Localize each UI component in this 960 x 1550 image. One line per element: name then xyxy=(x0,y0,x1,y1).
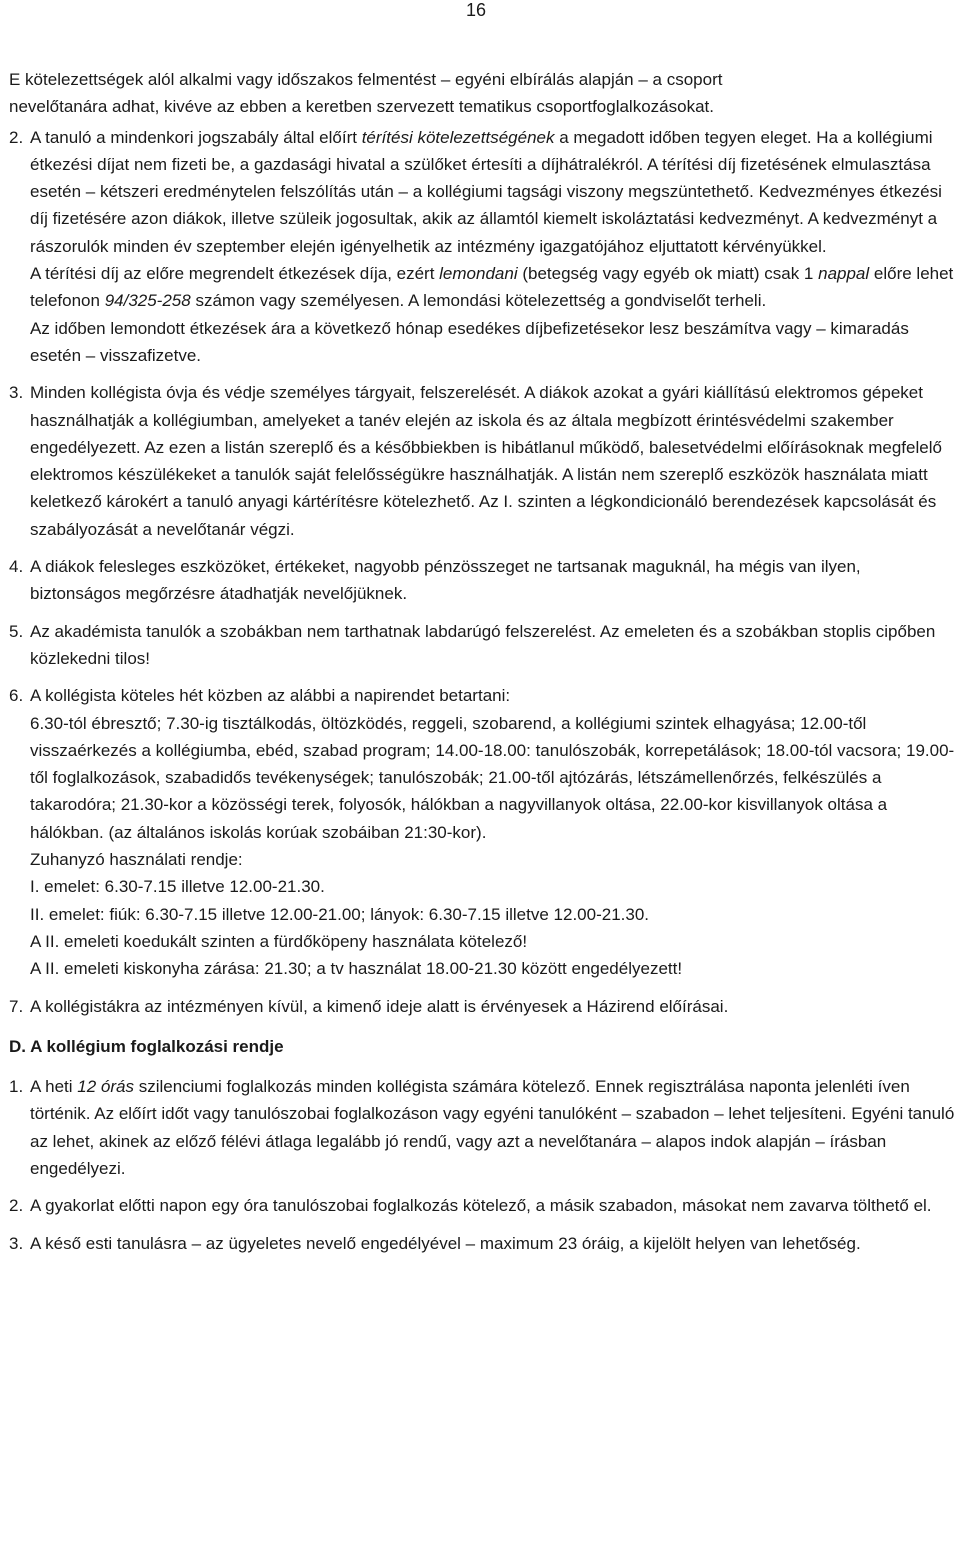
shower-schedule-floor2: II. emelet: fiúk: 6.30-7.15 illetve 12.00-21.00; lányok: 6.30-7.15 illetve 12.00-21.30. xyxy=(30,904,649,924)
item-text: A gyakorlat előtti napon egy óra tanulószobai foglalkozás kötelező, a másik szabadon, másokat nem zavarva tölthető el. xyxy=(30,1196,932,1216)
item-number: 2. xyxy=(9,127,24,147)
item-text: A késő esti tanulásra – az ügyeletes nevelő engedélyével – maximum 23 óráig, a kijelölt helyen van lehetőség. xyxy=(30,1233,861,1253)
daily-schedule: 6.30-tól ébresztő; 7.30-ig tisztálkodás, öltözködés, reggeli, szobarend, a kollégiumi szintek elhagyása; 12.00-től visszaérkezés a kollégiumba, ebéd, szabad program; 14.00-18.00: tanulószobák, korrepetálások; 18.00-tól vacsora; 19.00-től foglalkozások, szabadidős tevékenységek; tanulószobák; 21.00-től ajtózárás, létszámellenőrzés, felkészülés a takarodóra; 21.30-kor a közösségi terek, folyosók, hálókban a nagyvillanyok oltása, 22.00-kor kisvillanyok oltása a hálókban. (az általános iskolás korúak szobáiban 21:30-kor). xyxy=(30,713,955,842)
cancellation-paragraph: A térítési díj az előre megrendelt étkezések díja, ezért lemondani (betegség vagy egyéb ok miatt) csak 1 nappal előre lehet telefonon 94/325-258 számon vagy személyesen. A lemondási kötelezettség a gondviselőt terheli. xyxy=(30,264,954,311)
document-body xyxy=(9,66,955,1257)
shower-schedule-floor1: I. emelet: 6.30-7.15 illetve 12.00-21.30. xyxy=(30,877,325,897)
item-text: A diákok felesleges eszközöket, értékeket, nagyobb pénzösszeget ne tartsanak maguknál, ha mégis van ilyen, biztonságos megőrzésre átadhatják nevelőjüknek. xyxy=(30,557,861,604)
item-number: 2. xyxy=(9,1196,24,1216)
daily-schedule-lead: A kollégista köteles hét közben az alábbi a napirendet betartani: xyxy=(30,686,511,706)
shower-schedule-title: Zuhanyzó használati rendje: xyxy=(30,850,243,870)
item-text: A kollégistákra az intézményen kívül, a kimenő ideje alatt is érvényesek a Házirend előírásai. xyxy=(30,996,729,1016)
list-item-c3 xyxy=(9,379,955,543)
item-text: A heti 12 órás szilenciumi foglalkozás minden kollégista számára kötelező. Ennek regisztrálása naponta jelenléti íven történik. Az előírt időt vagy tanulószobai foglalkozáson vagy egyéni tanulóként – szabadon – lehet teljesíteni. Egyéni tanuló az lehet, akinek az előző félévi átlaga legalább jó rendű, vagy azt a nevelőtanára – alapos indok alapján – írásban engedélyezi. xyxy=(30,1077,955,1178)
list-item-c5 xyxy=(9,618,955,673)
list-item-c2 xyxy=(9,124,955,370)
list-item-d1 xyxy=(9,1073,955,1182)
section-heading: D. A kollégium foglalkozási rendje xyxy=(9,1036,284,1056)
item-number: 4. xyxy=(9,557,24,577)
list-item-d3 xyxy=(9,1230,955,1257)
list-item-d2 xyxy=(9,1192,955,1219)
intro-paragraph: E kötelezettségek alól alkalmi vagy időszakos felmentést – egyéni elbírálás alapján – a csoport nevelőtanára adhat, kivéve az ebben a keretben szervezett tematikus csoportfoglalkozásokat. xyxy=(9,70,723,117)
item-number: 3. xyxy=(9,383,24,403)
list-item-c4 xyxy=(9,553,955,608)
kitchen-tv-note: A II. emeleti kiskonyha zárása: 21.30; a tv használat 18.00-21.30 között engedélyezett! xyxy=(30,959,683,979)
item-number: 3. xyxy=(9,1233,24,1253)
page-number: 16 xyxy=(466,0,487,20)
refund-paragraph: Az időben lemondott étkezések ára a következő hónap esedékes díjbefizetésekor lesz beszámítva vagy – kimaradás esetén – visszafizetve. xyxy=(30,318,909,365)
item-number: 6. xyxy=(9,686,24,706)
bathrobe-note: A II. emeleti koedukált szinten a fürdőköpeny használata kötelező! xyxy=(30,931,528,951)
fee-paragraph: A tanuló a mindenkori jogszabály által előírt térítési kötelezettségének a megadott időben tegyen eleget. Ha a kollégiumi étkezési díjat nem fizeti be, a gazdasági hivatal a szülőket értesíti a díjhátralékról. A térítési díj fizetésének elmulasztása esetén – kétszeri eredménytelen felszólítás után – a kollégiumi tagsági viszony megszüntethető. Kedvezményes étkezési díj fizetésére azon diákok, illetve szüleik jogosultak, akik az államtól kiemelt iskoláztatási kedvezményt. A kedvezményt a rászorulók minden év szeptember elején igényelhetik az intézmény igazgatójához eljuttatott kérvényükkel. xyxy=(30,127,942,256)
item-number: 7. xyxy=(9,996,24,1016)
item-text: Minden kollégista óvja és védje személyes tárgyait, felszerelését. A diákok azokat a gyári kiállítású elektromos gépeket használhatják a kollégiumban, amelyeket a tanév elején az iskola és az általa megbízott érintésvédelmi szakember engedélyezett. Az ezen a listán szereplő és a későbbiekben is hibátlanul működő, balesetvédelmi előírásoknak megfelelő elektromos készülékeket a tanulók saját felelősségükre használhatják. A listán nem szereplő eszközök használata miatt keletkező károkért a tanuló anyagi kártérítésre kötelezhető. Az I. szinten a légkondicionáló berendezések kapcsolását és szabályozását a nevelőtanár végzi. xyxy=(30,383,942,539)
list-item-c7 xyxy=(9,993,955,1020)
item-number: 5. xyxy=(9,621,24,641)
list-item-c6 xyxy=(9,682,955,982)
item-number: 1. xyxy=(9,1077,24,1097)
item-text: Az akadémista tanulók a szobákban nem tarthatnak labdarúgó felszerelést. Az emeleten és a szobákban stoplis cipőben közlekedni tilos! xyxy=(30,621,936,668)
